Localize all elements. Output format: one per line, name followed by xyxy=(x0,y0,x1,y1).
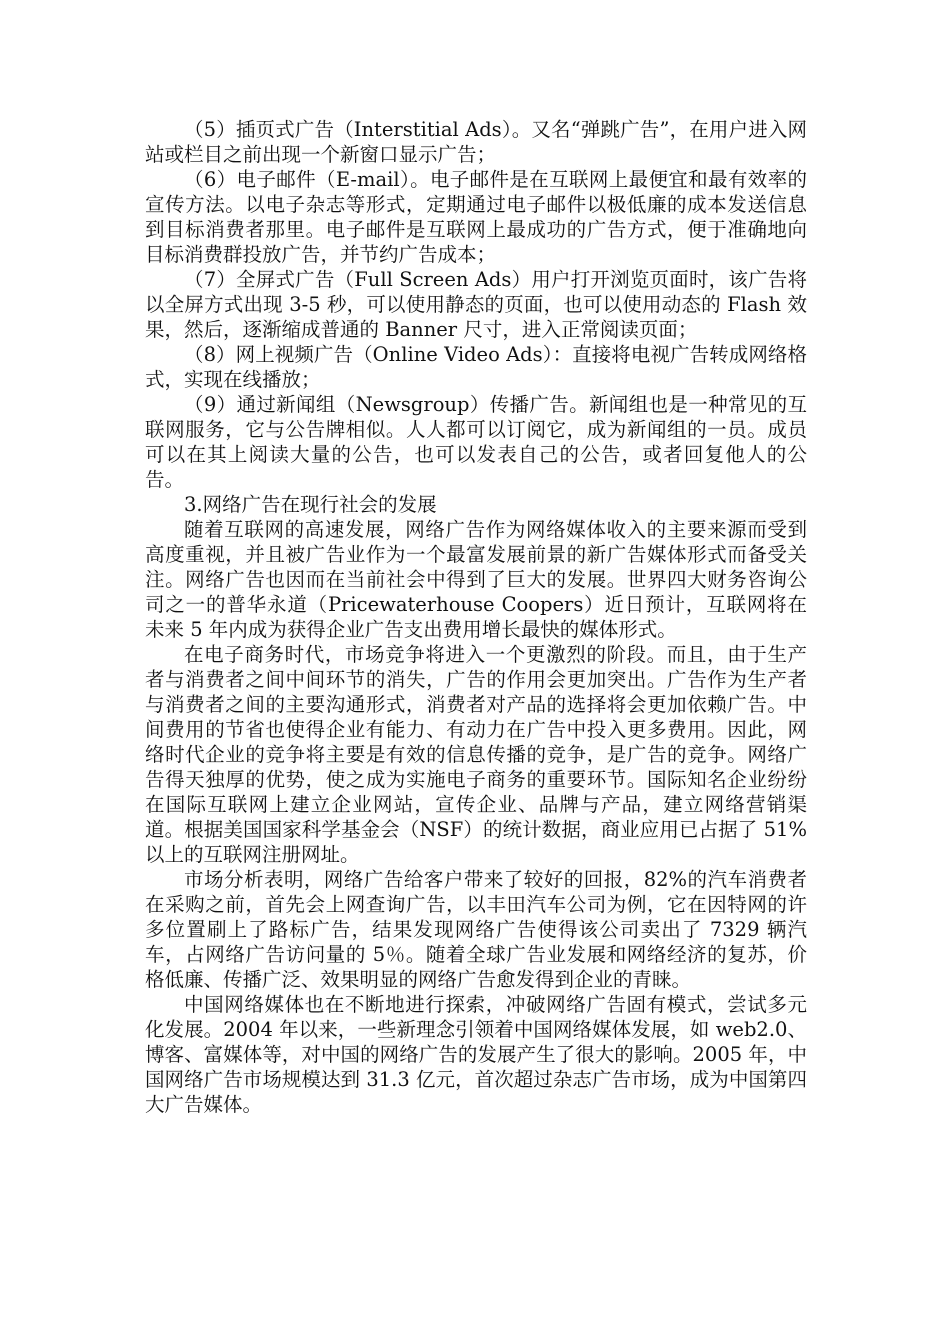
paragraph-full-screen-ads: （7）全屏式广告（Full Screen Ads）用户打开浏览页面时，该广告将以全屏方式出现 3-5 秒，可以使用静态的页面，也可以使用动态的 Flash 效果，然后，逐渐缩成普通的 Banner 尺寸，进入正常阅读页面； xyxy=(145,268,807,341)
document-body xyxy=(145,117,807,1117)
section-heading: 3.网络广告在现行社会的发展 xyxy=(184,493,437,516)
paragraph-online-video-ads: （8）网上视频广告（Online Video Ads）：直接将电视广告转成网络格式，实现在线播放； xyxy=(145,343,807,391)
paragraph-email-ads: （6）电子邮件（E-mail）。电子邮件是在互联网上最便宜和最有效率的宣传方法。以电子杂志等形式，定期通过电子邮件以极低廉的成本发送信息到目标消费者那里。电子邮件是互联网上最成功的广告方式，便于准确地向目标消费群投放广告，并节约广告成本； xyxy=(145,168,807,266)
paragraph-interstitial-ads: （5）插页式广告（Interstitial Ads）。又名“弹跳广告”，在用户进入网站或栏目之前出现一个新窗口显示广告； xyxy=(145,118,807,166)
paragraph-china-media: 中国网络媒体也在不断地进行探索，冲破网络广告固有模式，尝试多元化发展。2004 年以来，一些新理念引领着中国网络媒体发展，如 web2.0、博客、富媒体等，对中国的网络广告的发展产生了很大的影响。2005 年，中国网络广告市场规模达到 31.3 亿元，首次超过杂志广告市场，成为中国第四大广告媒体。 xyxy=(145,993,807,1116)
paragraph-market-analysis: 市场分析表明，网络广告给客户带来了较好的回报，82%的汽车消费者在采购之前，首先会上网查询广告，以丰田汽车公司为例，它在因特网的许多位置刷上了路标广告，结果发现网络广告使得该公司卖出了 7329 辆汽车，占网络广告访问量的 5％。随着全球广告业发展和网络经济的复苏，价格低廉、传播广泛、效果明显的网络广告愈发得到企业的青睐。 xyxy=(145,868,807,991)
paragraph-ecommerce-era: 在电子商务时代，市场竞争将进入一个更激烈的阶段。而且，由于生产者与消费者之间中间环节的消失，广告的作用会更加突出。广告作为生产者与消费者之间的主要沟通形式，消费者对产品的选择将会更加依赖广告。中间费用的节省也使得企业有能力、有动力在广告中投入更多费用。因此，网络时代企业的竞争将主要是有效的信息传播的竞争，是广告的竞争。网络广告得天独厚的优势，使之成为实施电子商务的重要环节。国际知名企业纷纷在国际互联网上建立企业网站，宣传企业、品牌与产品，建立网络营销渠道。根据美国国家科学基金会（NSF）的统计数据，商业应用已占据了 51%以上的互联网注册网址。 xyxy=(145,643,807,866)
paragraph-development: 随着互联网的高速发展，网络广告作为网络媒体收入的主要来源而受到高度重视，并且被广告业作为一个最富发展前景的新广告媒体形式而备受关注。网络广告也因而在当前社会中得到了巨大的发展。世界四大财务咨询公司之一的普华永道（Pricewaterhouse Coopers）近日预计，互联网将在未来 5 年内成为获得企业广告支出费用增长最快的媒体形式。 xyxy=(145,518,807,641)
paragraph-newsgroup-ads: （9）通过新闻组（Newsgroup）传播广告。新闻组也是一种常见的互联网服务，它与公告牌相似。人人都可以订阅它，成为新闻组的一员。成员可以在其上阅读大量的公告，也可以发表自己的公告，或者回复他人的公告。 xyxy=(145,393,807,491)
